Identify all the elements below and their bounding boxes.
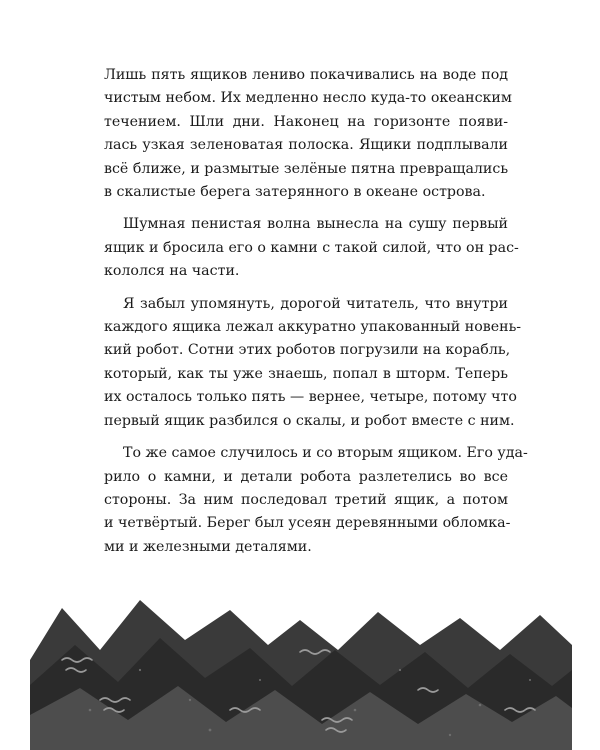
text-line: Шумная пенистая волна вынесла на сушу первый [123, 216, 508, 233]
text-line: лась узкая зеленоватая полоска. Ящики подплывали [104, 137, 508, 154]
text-line: их осталось только пять — вернее, четыре, потому что [104, 389, 517, 406]
paragraph-3 [104, 293, 522, 433]
text-line: кий робот. Сотни этих роботов погрузили на корабль, [104, 342, 511, 359]
paragraph-4 [104, 442, 528, 559]
text-line: рило о камни, и детали робота разлетелись во все [104, 468, 508, 485]
mountains-waves-illustration [0, 590, 600, 750]
text-line: первый ящик разбился о скалы, и робот вместе с ним. [104, 412, 515, 429]
body-text [104, 64, 528, 568]
text-line: То же самое случилось и со вторым ящиком. Его уда- [123, 445, 528, 462]
text-line: стороны. За ним последовал третий ящик, а потом [104, 491, 508, 508]
text-line: кололся на части. [104, 263, 240, 280]
text-line: который, как ты уже знаешь, попал в шторм. Теперь [104, 365, 508, 382]
text-line: ми и железными деталями. [104, 538, 312, 555]
text-line: каждого ящика лежал аккуратно упакованный новень- [104, 319, 522, 336]
text-line: Лишь пять ящиков лениво покачивались на воде под [104, 67, 508, 83]
paragraph-2 [104, 213, 519, 283]
text-line: Я забыл упомянуть, дорогой читатель, что внутри [123, 295, 508, 312]
text-line: течением. Шли дни. Наконец на горизонте появи- [104, 113, 508, 130]
text-line: в скалистые берега затерянного в океане острова. [104, 184, 486, 201]
text-line: всё ближе, и размытые зелёные пятна превращались [104, 160, 509, 177]
paragraph-1 [104, 64, 512, 204]
text-line: и четвёртый. Берег был усеян деревянными обломка- [104, 515, 511, 532]
text-line: ящик и бросила его о камни с такой силой, что он рас- [104, 239, 519, 256]
text-line: чистым небом. Их медленно несло куда-то океанским [104, 90, 512, 107]
